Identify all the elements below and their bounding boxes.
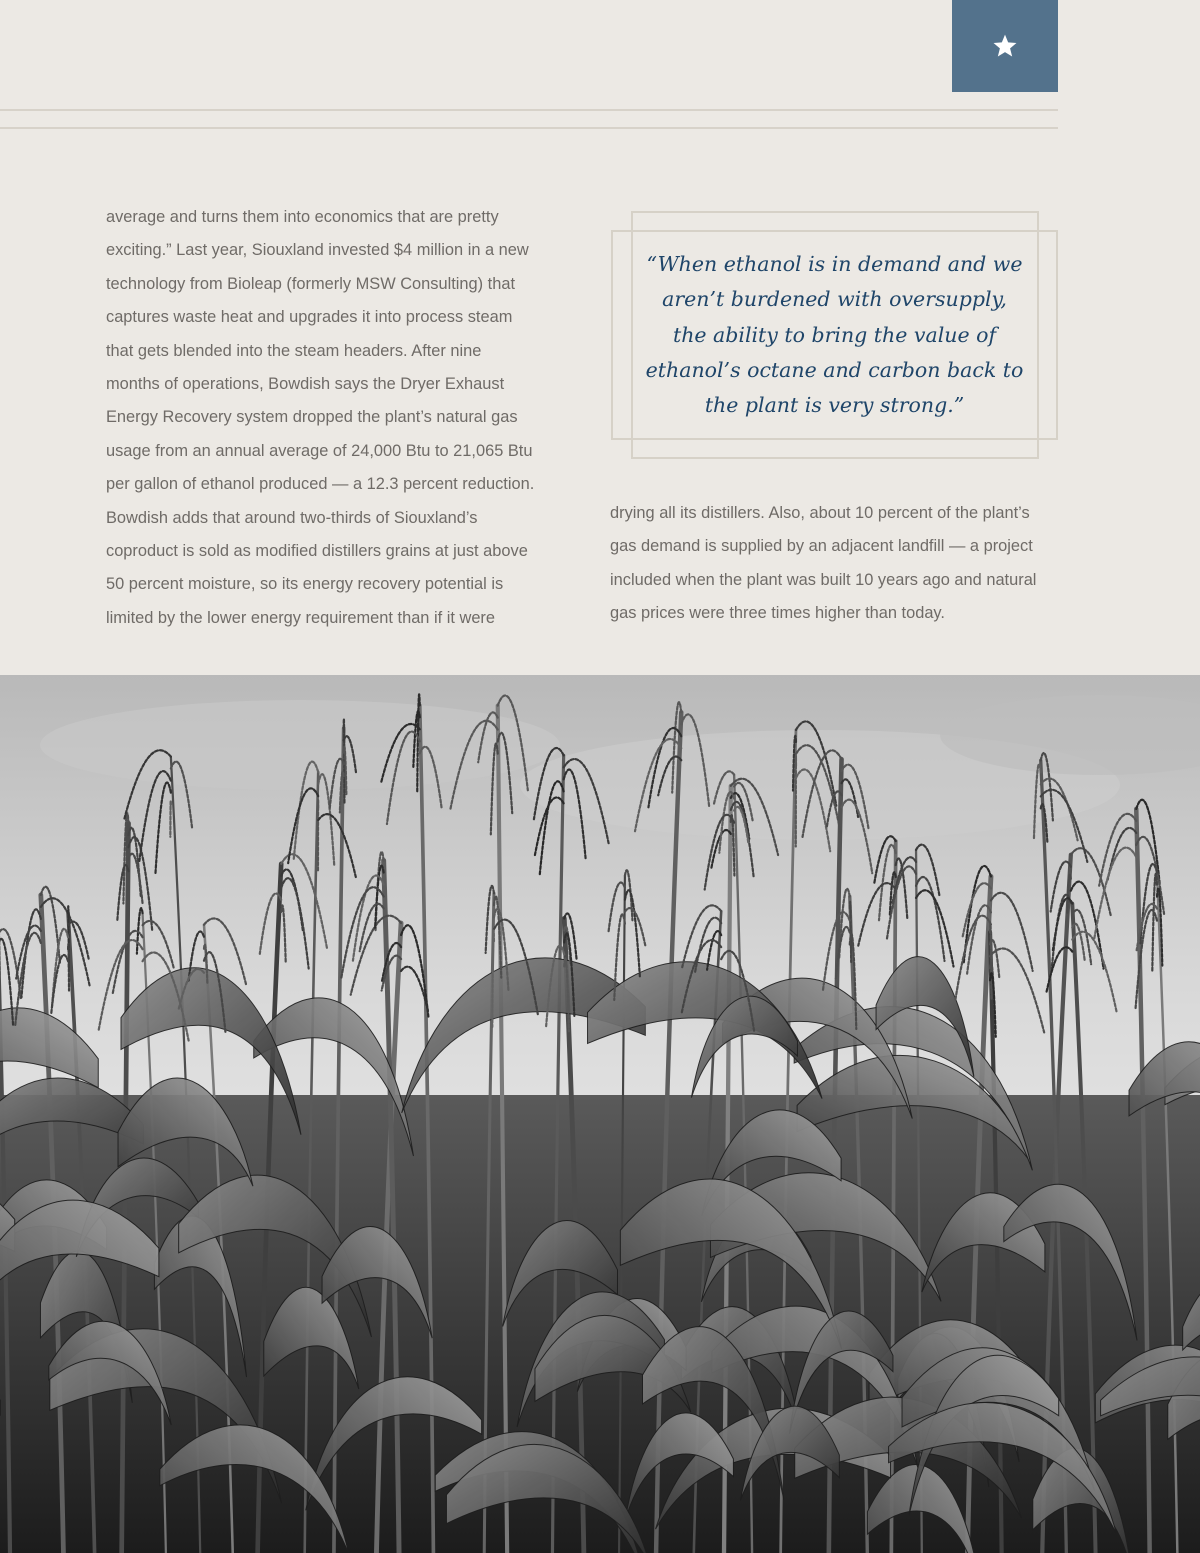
header-rule-bottom bbox=[0, 127, 1058, 129]
quote-line: ethanol’s octane and carbon back to bbox=[645, 357, 1024, 382]
text-line: drying all its distillers. Also, about 10 percent of the plant’s bbox=[610, 504, 1030, 522]
text-line: that gets blended into the steam headers. After nine bbox=[106, 341, 482, 360]
corn-tassel bbox=[68, 944, 69, 990]
text-line: technology from Bioleap (formerly MSW Consulting) that bbox=[106, 274, 516, 293]
quote-line: “When ethanol is in demand and we bbox=[646, 252, 1023, 276]
text-line: per gallon of ethanol produced — a 12.3 percent reduction. bbox=[106, 475, 535, 494]
pull-quote bbox=[611, 247, 1058, 423]
text-line: average and turns them into economics that are pretty bbox=[106, 208, 499, 226]
text-line: Bowdish adds that around two-thirds of Siouxland’s bbox=[106, 508, 478, 527]
text-line: coproduct is sold as modified distillers grains at just above bbox=[106, 542, 528, 561]
article-column-left bbox=[106, 201, 566, 635]
quote-line: the ability to bring the value of bbox=[672, 322, 997, 347]
text-line: exciting.” Last year, Siouxland invested $4 million in a new bbox=[106, 241, 529, 260]
text-line: captures waste heat and upgrades it into process steam bbox=[106, 308, 513, 327]
section-marker-tab bbox=[952, 0, 1058, 92]
cornfield-photo bbox=[0, 675, 1200, 1553]
text-line: gas demand is supplied by an adjacent landfill — a project bbox=[610, 537, 1033, 556]
article-column-right bbox=[610, 497, 1070, 631]
text-line: months of operations, Bowdish says the Dryer Exhaust bbox=[106, 375, 505, 394]
text-line: gas prices were three times higher than today. bbox=[610, 604, 945, 623]
header-rule-top bbox=[0, 109, 1058, 111]
quote-line: the plant is very strong.” bbox=[704, 393, 965, 418]
corn-tassel bbox=[344, 719, 345, 803]
text-line: usage from an annual average of 24,000 Btu to 21,065 Btu bbox=[106, 441, 533, 460]
text-line: Energy Recovery system dropped the plant’s natural gas bbox=[106, 408, 518, 427]
text-line: 50 percent moisture, so its energy recovery potential is bbox=[106, 575, 504, 594]
text-line: included when the plant was built 10 years ago and natural bbox=[610, 570, 1037, 589]
text-line: limited by the lower energy requirement than if it were bbox=[106, 608, 496, 627]
quote-line: aren’t burdened with oversupply, bbox=[662, 287, 1007, 312]
corn-tassel bbox=[170, 801, 171, 837]
star-icon bbox=[992, 33, 1018, 59]
